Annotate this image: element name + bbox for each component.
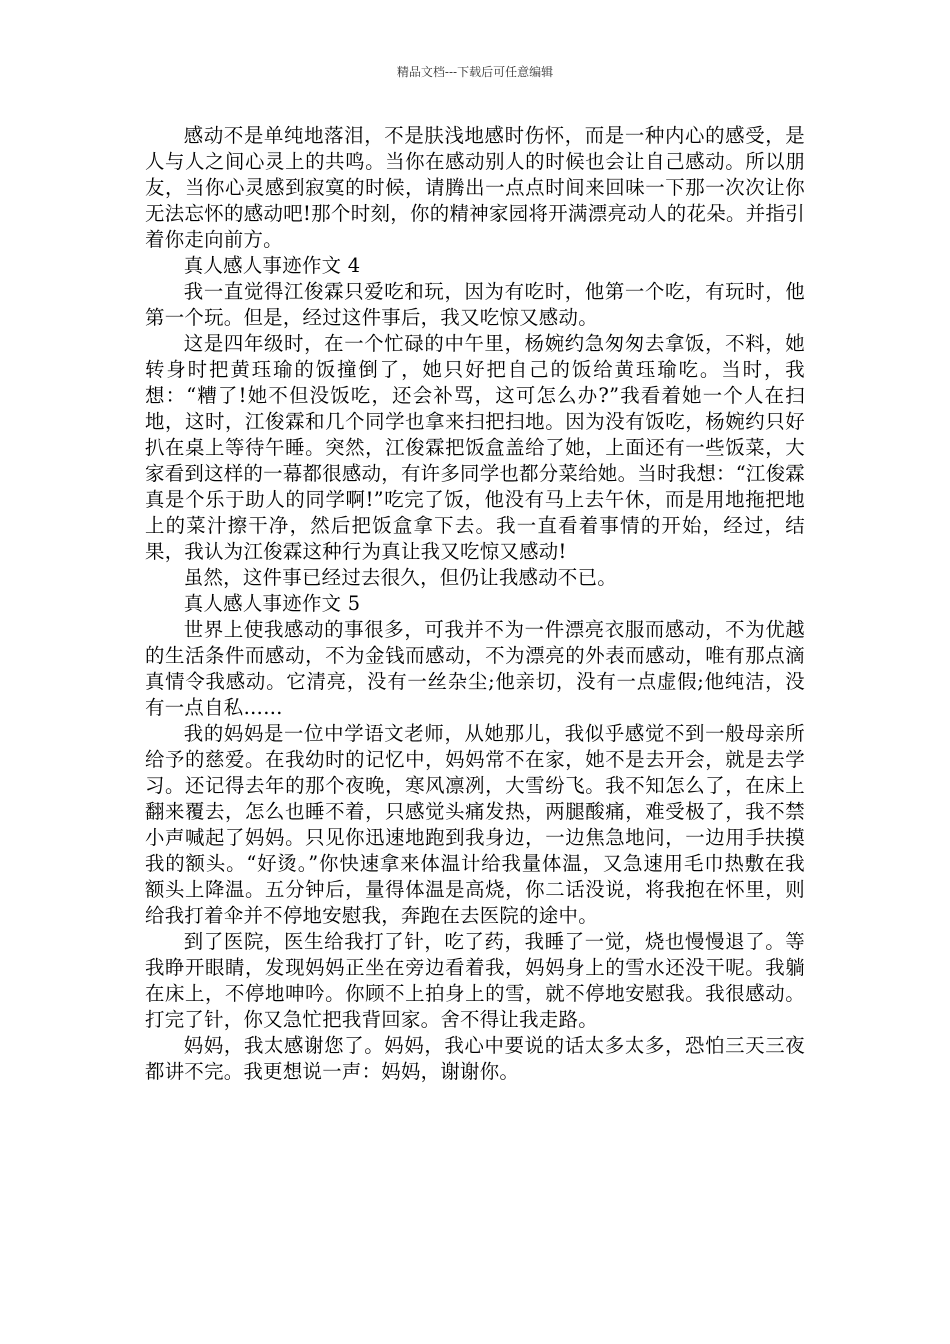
page-header: 精品文档---下载后可任意编辑 <box>396 65 554 79</box>
paragraph: 这是四年级时，在一个忙碌的中午里，杨婉约急匆匆去拿饭，不料，她转身时把黄珏瑜的饭撞倒了，她只好把自己的饭给黄珏瑜吃。当时，我想：“糟了!她不但没饭吃，还会补骂，这可怎么办?”我看着她一个人在扫地，这时，江俊霖和几个同学也拿来扫把扫地。因为没有饭吃，杨婉约只好扒在桌上等待午睡。突然，江俊霖把饭盒盖给了她，上面还有一些饭菜，大家看到这样的一幕都很感动，有许多同学也都分菜给她。当时我想：“江俊霖真是个乐于助人的同学啊!”吃完了饭，他没有马上去午休，而是用地拖把地上的菜汁擦干净，然后把饭盒拿下去。我一直看着事情的开始，经过，结果，我认为江俊霖这种行为真让我又吃惊又感动! <box>145 332 806 563</box>
paragraph-intro: 感动不是单纯地落泪，不是肤浅地感时伤怀，而是一种内心的感受，是人与人之间心灵上的共鸣。当你在感动别人的时候也会让自己感动。所以朋友，当你心灵感到寂寞的时候，请腾出一点点时间来回味一下那一次次让你无法忘怀的感动吧!那个时刻，你的精神家园将开满漂亮动人的花朵。并指引着你走向前方。 <box>145 124 805 251</box>
paragraph: 世界上使我感动的事很多，可我并不为一件漂亮衣服而感动，不为优越的生活条件而感动，不为金钱而感动，不为漂亮的外表而感动，唯有那点滴真情令我感动。它清亮，没有一丝杂尘;他亲切，没有一点虚假;他纯洁，没有一点自私…… <box>145 618 805 719</box>
paragraph: 妈妈，我太感谢您了。妈妈，我心中要说的话太多太多，恐怕三天三夜都讲不完。我更想说一声：妈妈，谢谢你。 <box>145 1034 805 1083</box>
section-heading-5: 真人感人事迹作文 5 <box>183 592 361 615</box>
paragraph: 我一直觉得江俊霖只爱吃和玩，因为有吃时，他第一个吃，有玩时，他第一个玩。但是，经过这件事后，我又吃惊又感动。 <box>145 280 805 329</box>
paragraph: 虽然，这件事已经过去很久，但仍让我感动不已。 <box>183 566 617 589</box>
document-body <box>145 123 805 1085</box>
section-heading-4: 真人感人事迹作文 4 <box>183 254 361 277</box>
paragraph: 到了医院，医生给我打了针，吃了药，我睡了一觉，烧也慢慢退了。等我睁开眼睛，发现妈妈正坐在旁边看着我，妈妈身上的雪水还没干呢。我躺在床上，不停地呻吟。你顾不上拍身上的雪，就不停地安慰我。我很感动。打完了针，你又急忙把我背回家。舍不得让我走路。 <box>145 930 805 1031</box>
paragraph: 我的妈妈是一位中学语文老师，从她那儿，我似乎感觉不到一般母亲所给予的慈爱。在我幼时的记忆中，妈妈常不在家，她不是去开会，就是去学习。还记得去年的那个夜晚，寒风凛冽，大雪纷飞。我不知怎么了，在床上翻来覆去，怎么也睡不着，只感觉头痛发热，两腿酸痛，难受极了，我不禁小声喊起了妈妈。只见你迅速地跑到我身边，一边焦急地问，一边用手扶摸我的额头。“好烫。”你快速拿来体温计给我量体温，又急速用毛巾热敷在我额头上降温。五分钟后，量得体温是高烧，你二话没说，将我抱在怀里，则给我打着伞并不停地安慰我，奔跑在去医院的途中。 <box>145 722 805 927</box>
